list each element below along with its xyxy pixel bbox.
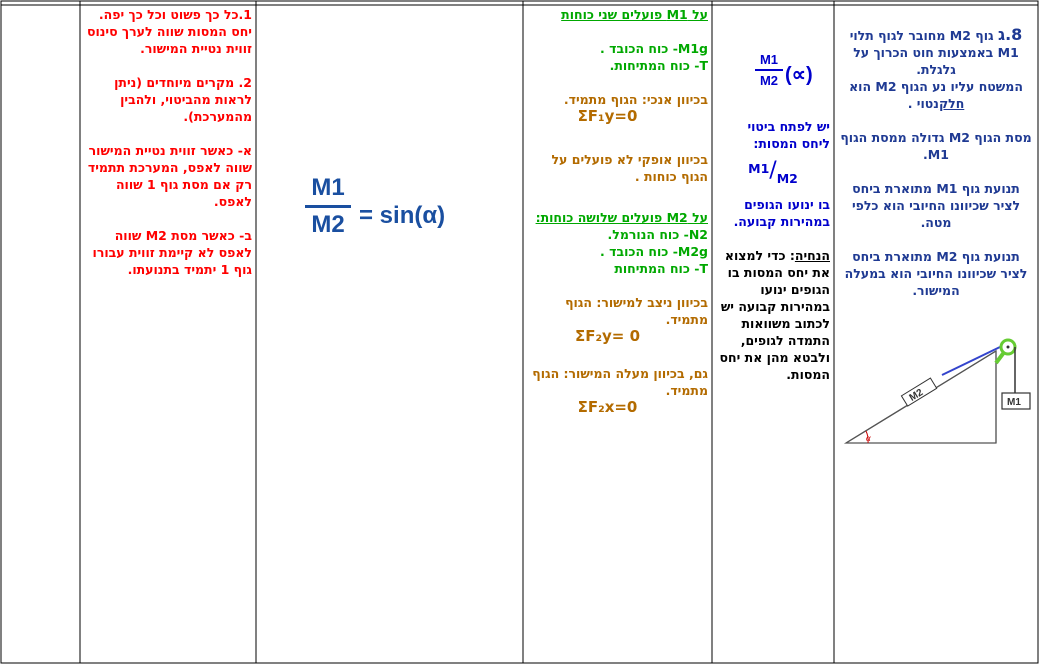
m1-tension: T- כוח המתיחות. (609, 58, 708, 73)
m2-perpendicular-equation: ΣF₂y= 0 (574, 327, 641, 345)
task-condition: בו ינועו הגופים במהירות קבועה. (733, 197, 830, 229)
task-column (716, 118, 830, 383)
special-case-zero-angle: א- כאשר זווית נטיית המישור שווה לאפס, המערכת תתמיד רק אם מסת גוף 1 שווה לאפס. (87, 143, 252, 209)
special-case-zero-mass: ב- כאשר מסת M2 שווה לאפס לא קיימת זווית עבורו גוף 1 יתמיד בתנועתו. (92, 228, 252, 277)
formula-denominator: M2 (311, 211, 345, 238)
problem-setup: גוף M2 מחובר לגוף תלוי M1 באמצעות חוט הכרוך על גלגלת. (849, 28, 1019, 77)
ratio-numerator: M1 (759, 52, 779, 67)
m2-incline-equation: ΣF₂x=0 (577, 398, 638, 416)
m1-horizontal-note: בכיוון אופקי לא פועלים על הגוף כוחות . (551, 152, 708, 184)
block-m2-label: M2 (907, 387, 926, 404)
ratio-denominator: M2 (759, 72, 779, 88)
formula-numerator: M1 (311, 174, 345, 201)
conclusions-column (84, 6, 252, 295)
hint-label: הנחיה (794, 248, 830, 263)
angle-label: α (866, 433, 871, 443)
m2-incline-note: גם, בכיוון מעלה המישור: הגוף מתמיד. (532, 366, 708, 398)
ratio-inline-m1: M1 (748, 161, 770, 176)
block-m1-label: M1 (1007, 397, 1021, 408)
problem-intro (838, 26, 1034, 78)
m1-vertical-note: בכיוון אנכי: הגוף מתמיד. (563, 92, 708, 107)
m1-forces-heading: על M1 פועלים שני כוחות (561, 7, 708, 22)
hint-text: : כדי למצוא את יחס המסות בו הגופים ינועו במהירות קבועה יש לכתוב משוואות התמדה לגופים, ולבטא מהן את יחס המסות. (719, 248, 830, 382)
m2-normal: N2- כוח הנורמל. (607, 227, 708, 242)
m2-gravity: M2g- כוח הכובד . (600, 244, 708, 259)
m1-vertical-equation: ΣF₁y=0 (577, 107, 638, 125)
m2-tension: T- כוח המתיחות (614, 261, 708, 276)
main-formula (305, 174, 505, 264)
ratio-inline-m2: M2 (776, 171, 798, 186)
incline-pulley-diagram (842, 335, 1034, 450)
m2-perpendicular-note: בכיוון ניצב למישור: הגוף מתמיד. (565, 295, 708, 327)
ratio-symbol (755, 52, 835, 102)
m1-gravity: M1g- כוח הכובד . (600, 41, 708, 56)
problem-m1-axis: תנועת גוף M1 מתוארת ביחס לציר שכיוונו החיובי הוא כלפי מטה. (851, 181, 1021, 230)
problem-statement-column (838, 26, 1034, 299)
problem-number: 8.ג (997, 25, 1023, 44)
proportional-symbol: (∝) (785, 64, 813, 86)
force-analysis-column (527, 6, 708, 416)
problem-mass-relation: מסת הגוף M2 גדולה ממסת הגוף M1. (840, 130, 1032, 162)
problem-m2-axis: תנועת גוף M2 מתוארת ביחס לציר שכיוונו החיובי הוא במעלה המישור. (844, 249, 1028, 298)
formula-rhs: = sin(α) (359, 202, 446, 229)
task-prompt: יש לפתח ביטוי ליחס המסות: (747, 119, 830, 151)
conclusion-ratio-sine: 1.כל כך פשוט וכל כך יפה. יחס המסות שווה לערך סינוס זווית נטיית המישור. (86, 7, 252, 56)
special-cases-heading: 2. מקרים מיוחדים (ניתן לראות מהביטוי, ולהבין מהמערכת). (114, 75, 252, 124)
ratio-inline-slash: / (769, 158, 777, 183)
m2-forces-heading: על M2 פועלים שלושה כוחות: (535, 210, 708, 225)
problem-surface: המשטח עליו נע הגוף M2 הוא חלקנטוי . (849, 79, 1023, 111)
hint-paragraph (716, 247, 830, 383)
